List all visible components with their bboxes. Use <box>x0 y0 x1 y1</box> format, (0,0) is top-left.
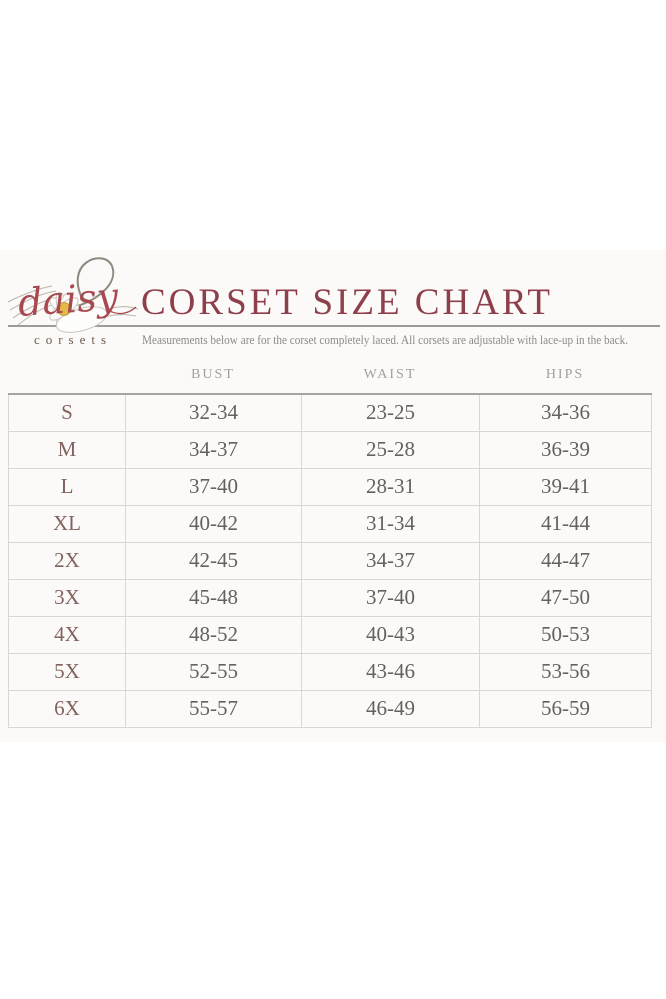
bust-cell: 42-45 <box>126 542 302 579</box>
hips-cell: 56-59 <box>480 690 652 727</box>
table-row <box>9 616 652 653</box>
column-header-size <box>8 367 125 383</box>
waist-cell: 37-40 <box>302 579 480 616</box>
column-header-hips: HIPS <box>545 367 585 382</box>
table-row <box>9 542 652 579</box>
hips-cell: 36-39 <box>480 431 652 468</box>
waist-cell: 25-28 <box>302 431 480 468</box>
hips-cell: 44-47 <box>480 542 652 579</box>
bust-cell: 40-42 <box>126 505 302 542</box>
brand-subname-text: corsets <box>33 332 113 347</box>
waist-cell: 40-43 <box>302 616 480 653</box>
waist-cell: 23-25 <box>302 394 480 431</box>
hips-cell: 53-56 <box>480 653 652 690</box>
hips-cell: 34-36 <box>480 394 652 431</box>
bust-cell: 45-48 <box>126 579 302 616</box>
table-row <box>9 431 652 468</box>
hips-cell: 47-50 <box>480 579 652 616</box>
size-cell: 2X <box>9 542 126 579</box>
waist-cell: 43-46 <box>302 653 480 690</box>
brand-logo <box>4 252 144 356</box>
column-header-row <box>8 367 651 383</box>
hips-cell: 39-41 <box>480 468 652 505</box>
bust-cell: 48-52 <box>126 616 302 653</box>
column-header-waist: WAIST <box>363 367 417 382</box>
hips-cell: 41-44 <box>480 505 652 542</box>
size-cell: 5X <box>9 653 126 690</box>
size-cell: 3X <box>9 579 126 616</box>
size-cell: 4X <box>9 616 126 653</box>
size-cell: L <box>9 468 126 505</box>
size-chart-table <box>8 393 652 728</box>
size-cell: XL <box>9 505 126 542</box>
table-row <box>9 468 652 505</box>
bust-cell: 34-37 <box>126 431 302 468</box>
waist-cell: 31-34 <box>302 505 480 542</box>
table-row <box>9 653 652 690</box>
waist-cell: 28-31 <box>302 468 480 505</box>
daisy-flower-icon <box>4 252 144 334</box>
bust-cell: 55-57 <box>126 690 302 727</box>
table-row <box>9 690 652 727</box>
column-header-bust: BUST <box>191 367 235 382</box>
table-row <box>9 394 652 431</box>
bust-cell: 32-34 <box>126 394 302 431</box>
table-row <box>9 579 652 616</box>
size-cell: S <box>9 394 126 431</box>
bust-cell: 52-55 <box>126 653 302 690</box>
brand-script-text: daisy <box>16 274 120 325</box>
table-row <box>9 505 652 542</box>
waist-cell: 46-49 <box>302 690 480 727</box>
hips-cell: 50-53 <box>480 616 652 653</box>
size-cell: 6X <box>9 690 126 727</box>
bust-cell: 37-40 <box>126 468 302 505</box>
page-title: CORSET SIZE CHART <box>141 282 553 323</box>
measurement-note: Measurements below are for the corset completely laced. All corsets are adjustable with lace-up in the back. <box>142 333 629 347</box>
waist-cell: 34-37 <box>302 542 480 579</box>
size-cell: M <box>9 431 126 468</box>
